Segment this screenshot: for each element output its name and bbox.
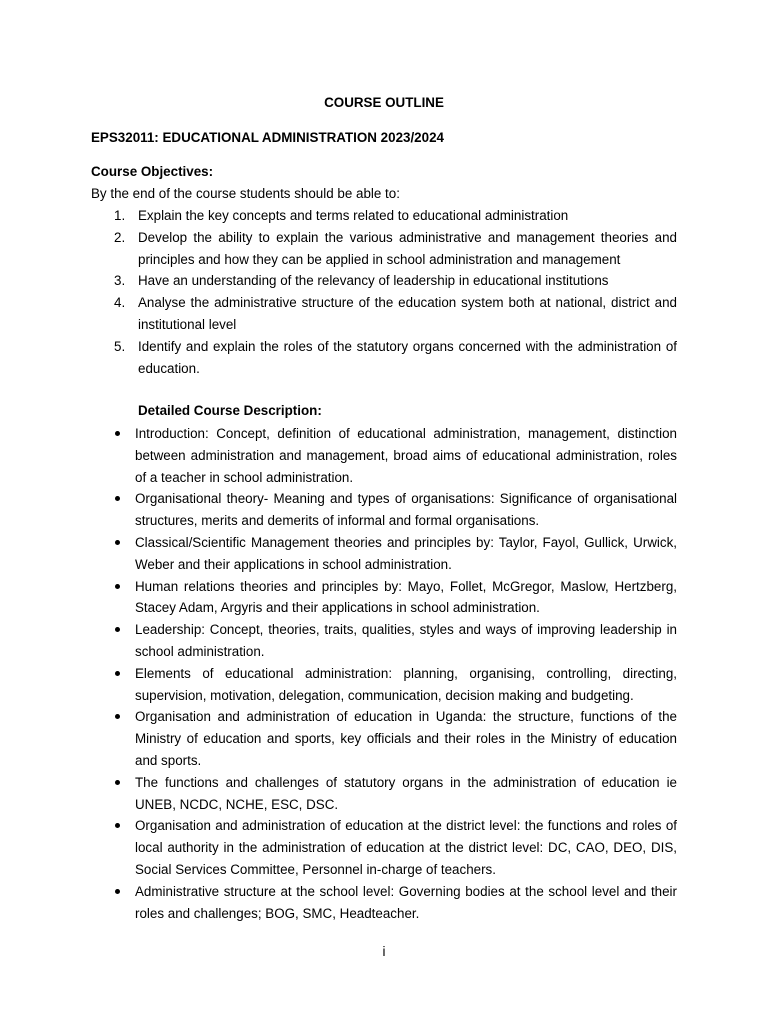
- objective-number: 3.: [114, 273, 126, 289]
- objective-item: [91, 336, 677, 380]
- objective-text: Explain the key concepts and terms related to educational administration: [138, 208, 569, 223]
- objective-text: Have an understanding of the relevancy of leadership in educational institutions: [138, 273, 609, 289]
- objective-number: 5.: [114, 338, 126, 354]
- objective-number: 4.: [114, 295, 126, 311]
- description-item: Organisation and administration of education in Uganda: the structure, functions of the Ministry of education and sports, key officials and their roles in the Ministry of education and sports.: [91, 706, 677, 771]
- objectives-intro: By the end of the course students should be able to:: [91, 186, 400, 201]
- description-list: [91, 423, 677, 924]
- objective-text: Analyse the administrative structure of the education system both at national, district and institutional level: [138, 295, 677, 332]
- description-item: Classical/Scientific Management theories and principles by: Taylor, Fayol, Gullick, Urwick, Weber and their applications in school administration.: [91, 532, 677, 576]
- objectives-heading: Course Objectives:: [91, 164, 214, 179]
- document-title: COURSE OUTLINE: [324, 95, 444, 110]
- objectives-list: [91, 205, 677, 379]
- course-code-title: EPS32011: EDUCATIONAL ADMINISTRATION 2023/2024: [91, 130, 444, 145]
- objective-text: Develop the ability to explain the various administrative and management theories and principles and how they can be applied in school administration and management: [138, 229, 677, 267]
- objective-item: [91, 292, 677, 336]
- description-item: Leadership: Concept, theories, traits, qualities, styles and ways of improving leadership in school administration.: [91, 619, 677, 663]
- page-number: i: [382, 944, 386, 959]
- description-item: Administrative structure at the school level: Governing bodies at the school level and their roles and challenges; BOG, SMC, Headteacher.: [91, 881, 677, 925]
- objective-item: [91, 205, 677, 227]
- objective-number: 1.: [114, 208, 126, 223]
- objective-number: 2.: [114, 229, 126, 245]
- description-item: Introduction: Concept, definition of educational administration, management, distinction between administration and management, broad aims of educational administration, roles of a teacher in school administration.: [91, 423, 677, 488]
- description-heading: Detailed Course Description:: [138, 403, 322, 418]
- objective-item: [91, 270, 677, 292]
- objective-item: [91, 227, 677, 271]
- description-item: Organisational theory- Meaning and types of organisations: Significance of organisational structures, merits and demerits of informal and formal organisations.: [91, 488, 677, 532]
- description-item: Organisation and administration of education at the district level: the functions and roles of local authority in the administration of education at the district level: DC, CAO, DEO, DIS, Social Services Committee, Personnel in-charge of teachers.: [91, 815, 677, 880]
- description-item: Elements of educational administration: planning, organising, controlling, directing, supervision, motivation, delegation, communication, decision making and budgeting.: [91, 663, 677, 707]
- description-item: The functions and challenges of statutory organs in the administration of education ie UNEB, NCDC, NCHE, ESC, DSC.: [91, 772, 677, 816]
- description-item: Human relations theories and principles by: Mayo, Follet, McGregor, Maslow, Hertzberg, Stacey Adam, Argyris and their applications in school administration.: [91, 576, 677, 620]
- objective-text: Identify and explain the roles of the statutory organs concerned with the administration of education.: [138, 338, 677, 376]
